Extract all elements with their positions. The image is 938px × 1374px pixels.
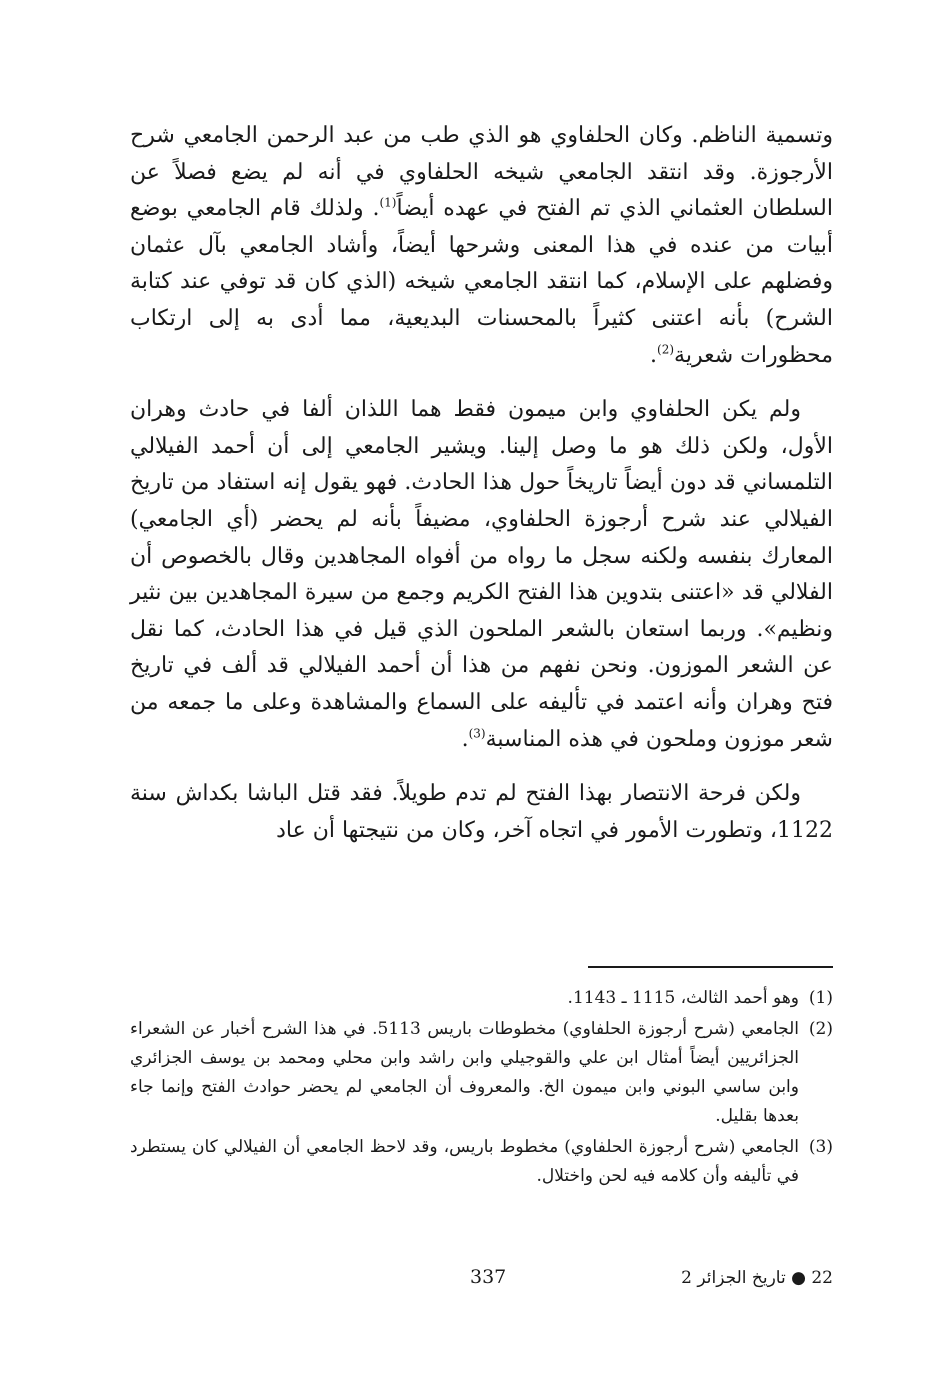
paragraph-2 bbox=[130, 392, 833, 758]
footnote-text: الجامعي (شرح أرجوزة الحلفاوي) مخطوط باريس، وقد لاحظ الجامعي أن الفيلالي كان يستطرد في تأليفه وأن كلامه فيه لحن واختلال. bbox=[130, 1137, 799, 1186]
page-footer bbox=[130, 1266, 833, 1296]
paragraph-3: ولكن فرحة الانتصار بهذا الفتح لم تدم طويلاً. فقد قتل الباشا بكداش سنة 1122، وتطورت الأمور في اتجاه آخر، وكان من نتيجتها أن عاد bbox=[130, 781, 833, 843]
main-text bbox=[130, 118, 833, 849]
paragraph-1 bbox=[130, 118, 833, 374]
footnote-ref-1: (1) bbox=[379, 195, 397, 210]
footnote-number: (1) bbox=[808, 988, 833, 1008]
footnote-3 bbox=[130, 1133, 833, 1191]
footnote-ref-2: (2) bbox=[657, 342, 675, 357]
book-page bbox=[130, 118, 833, 1318]
footnotes bbox=[130, 984, 833, 1193]
printer-signature: 22 ● تاريخ الجزائر 2 bbox=[681, 1268, 833, 1288]
paragraph-2-end: . bbox=[461, 726, 469, 752]
footnote-text: وهو أحمد الثالث، 1115 ـ 1143. bbox=[567, 988, 799, 1008]
paragraph-2-text: ولم يكن الحلفاوي وابن ميمون فقط هما اللذان ألفا في حادث وهران الأول، ولكن ذلك هو ما وصل إلينا. ويشير الجامعي إلى أن أحمد الفيلالي التلمساني قد دون أيضاً تاريخاً حول هذا الحادث. فهو يقول إنه استفاد من تاريخ الفيلالي عند شرح أرجوزة الحلفاوي، مضيفاً بأنه لم يحضر (أي الجامعي) المعارك بنفسه ولكنه سجل ما رواه من أفواه المجاهدين وقال بالخصوص أن الفلالي قد «اعتنى بتدوين هذا الفتح الكريم وجمع من سيرة المجاهدين بين نثير ونظيم». وربما استعان بالشعر الملحون الذي قيل في هذا الحادث، كما نقل عن الشعر الموزون. ونحن نفهم من هذا أن أحمد الفيلالي قد ألف في تاريخ فتح وهران وأنه اعتمد في تأليفه على السماع والمشاهدة وعلى ما جمعه من شعر موزون وملحون في هذه المناسبة bbox=[130, 397, 833, 752]
footnote-2 bbox=[130, 1015, 833, 1131]
paragraph-1-continued: . ولذلك قام الجامعي بوضع أبيات من عنده في هذا المعنى وشرحها أيضاً، وأشاد الجامعي بآل عثمان وفضلهم على الإسلام، كما انتقد الجامعي شيخه (الذي كان قد توفي عند كتابة الشرح) بأنه اعتنى كثيراً بالمحسنات البديعية، مما أدى به إلى ارتكاب محظورات شعرية bbox=[130, 196, 833, 368]
paragraph-1-text: وتسمية الناظم. وكان الحلفاوي هو الذي طب من عبد الرحمن الجامعي شرح الأرجوزة. وقد انتقد الجامعي شيخه الحلفاوي في أنه لم يضع فصلاً عن السلطان العثماني الذي تم الفتح في عهده أيضاً bbox=[130, 123, 833, 222]
page-number: 337 bbox=[470, 1266, 507, 1288]
footnote-separator bbox=[588, 966, 833, 968]
footnote-number: (2) bbox=[808, 1019, 833, 1039]
footnote-text: الجامعي (شرح أرجوزة الحلفاوي) مخطوطات باريس 5113. في هذا الشرح أخبار عن الشعراء الجزائريين أيضاً أمثال ابن علي والقوجيلي وابن راشد وابن محلي ومحمد بن يوسف الجزائري وابن ساسي البوني وابن ميمون الخ. والمعروف أن الجامعي لم يحضر حوادث الفتح وإنما جاء بعدها بقليل. bbox=[130, 1019, 799, 1126]
footnote-1 bbox=[130, 984, 833, 1013]
footnote-number: (3) bbox=[808, 1137, 833, 1157]
footnote-ref-3: (3) bbox=[468, 726, 486, 741]
paragraph-1-end: . bbox=[650, 342, 658, 368]
